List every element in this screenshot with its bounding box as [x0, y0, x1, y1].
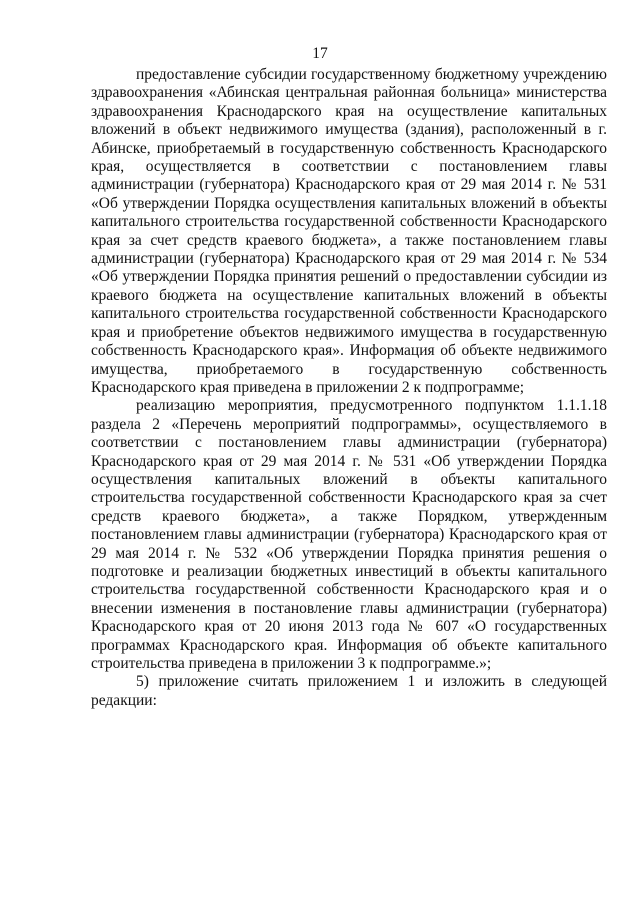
paragraph-appendix-change: 5) приложение считать приложением 1 и изложить в следующей редакции: [91, 673, 607, 709]
document-body [91, 66, 607, 710]
paragraph-measure-implementation: реализацию мероприятия, предусмотренного подпунктом 1.1.1.18 раздела 2 «Перечень мероприятий подпрограммы», осуществляемого в соответствии с постановлением главы администрации (губернатора) Краснодарского края от 29 мая 2014 г. № 531 «Об утверждении Порядка осуществления капитальных вложений в объекты капитального строительства государственной собственности Краснодарского края за счет средств краевого бюджета», а также Порядком, утвержденным постановлением главы администрации (губернатора) Краснодарского края от 29 мая 2014 г. № 532 «Об утверждении Порядка принятия решения о подготовке и реализации бюджетных инвестиций в объекты капитального строительства государственной собственности Краснодарского края и о внесении изменения в постановление главы администрации (губернатора) Краснодарского края от 20 июня 2013 года № 607 «О государственных программах Краснодарского края. Информация об объекте капитального строительства приведена в приложении 3 к подпрограмме.»; [91, 397, 607, 672]
paragraph-subsidy-abinsk: предоставление субсидии государственному бюджетному учреждению здравоохранения «Абинская центральная районная больница» министерства здравоохранения Краснодарского края на осуществление капитальных вложений в объект недвижимого имущества (здания), расположенный в г. Абинске, приобретаемый в государственную собственность Краснодарского края, осуществляется в соответствии с постановлением главы администрации (губернатора) Краснодарского края от 29 мая 2014 г. № 531 «Об утверждении Порядка осуществления капитальных вложений в объекты капитального строительства государственной собственности Краснодарского края за счет средств краевого бюджета», а также постановлением главы администрации (губернатора) Краснодарского края от 29 мая 2014 г. № 534 «Об утверждении Порядка принятия решений о предоставлении субсидии из краевого бюджета на осуществление капитальных вложений в объекты капитального строительства государственной собственности Краснодарского края и приобретение объектов недвижимого имущества в государственную собственность Краснодарского края». Информация об объекте недвижимого имущества, приобретаемого в государственную собственность Краснодарского края приведена в приложении 2 к подпрограмме; [91, 66, 607, 396]
page-number: 17 [312, 45, 328, 62]
